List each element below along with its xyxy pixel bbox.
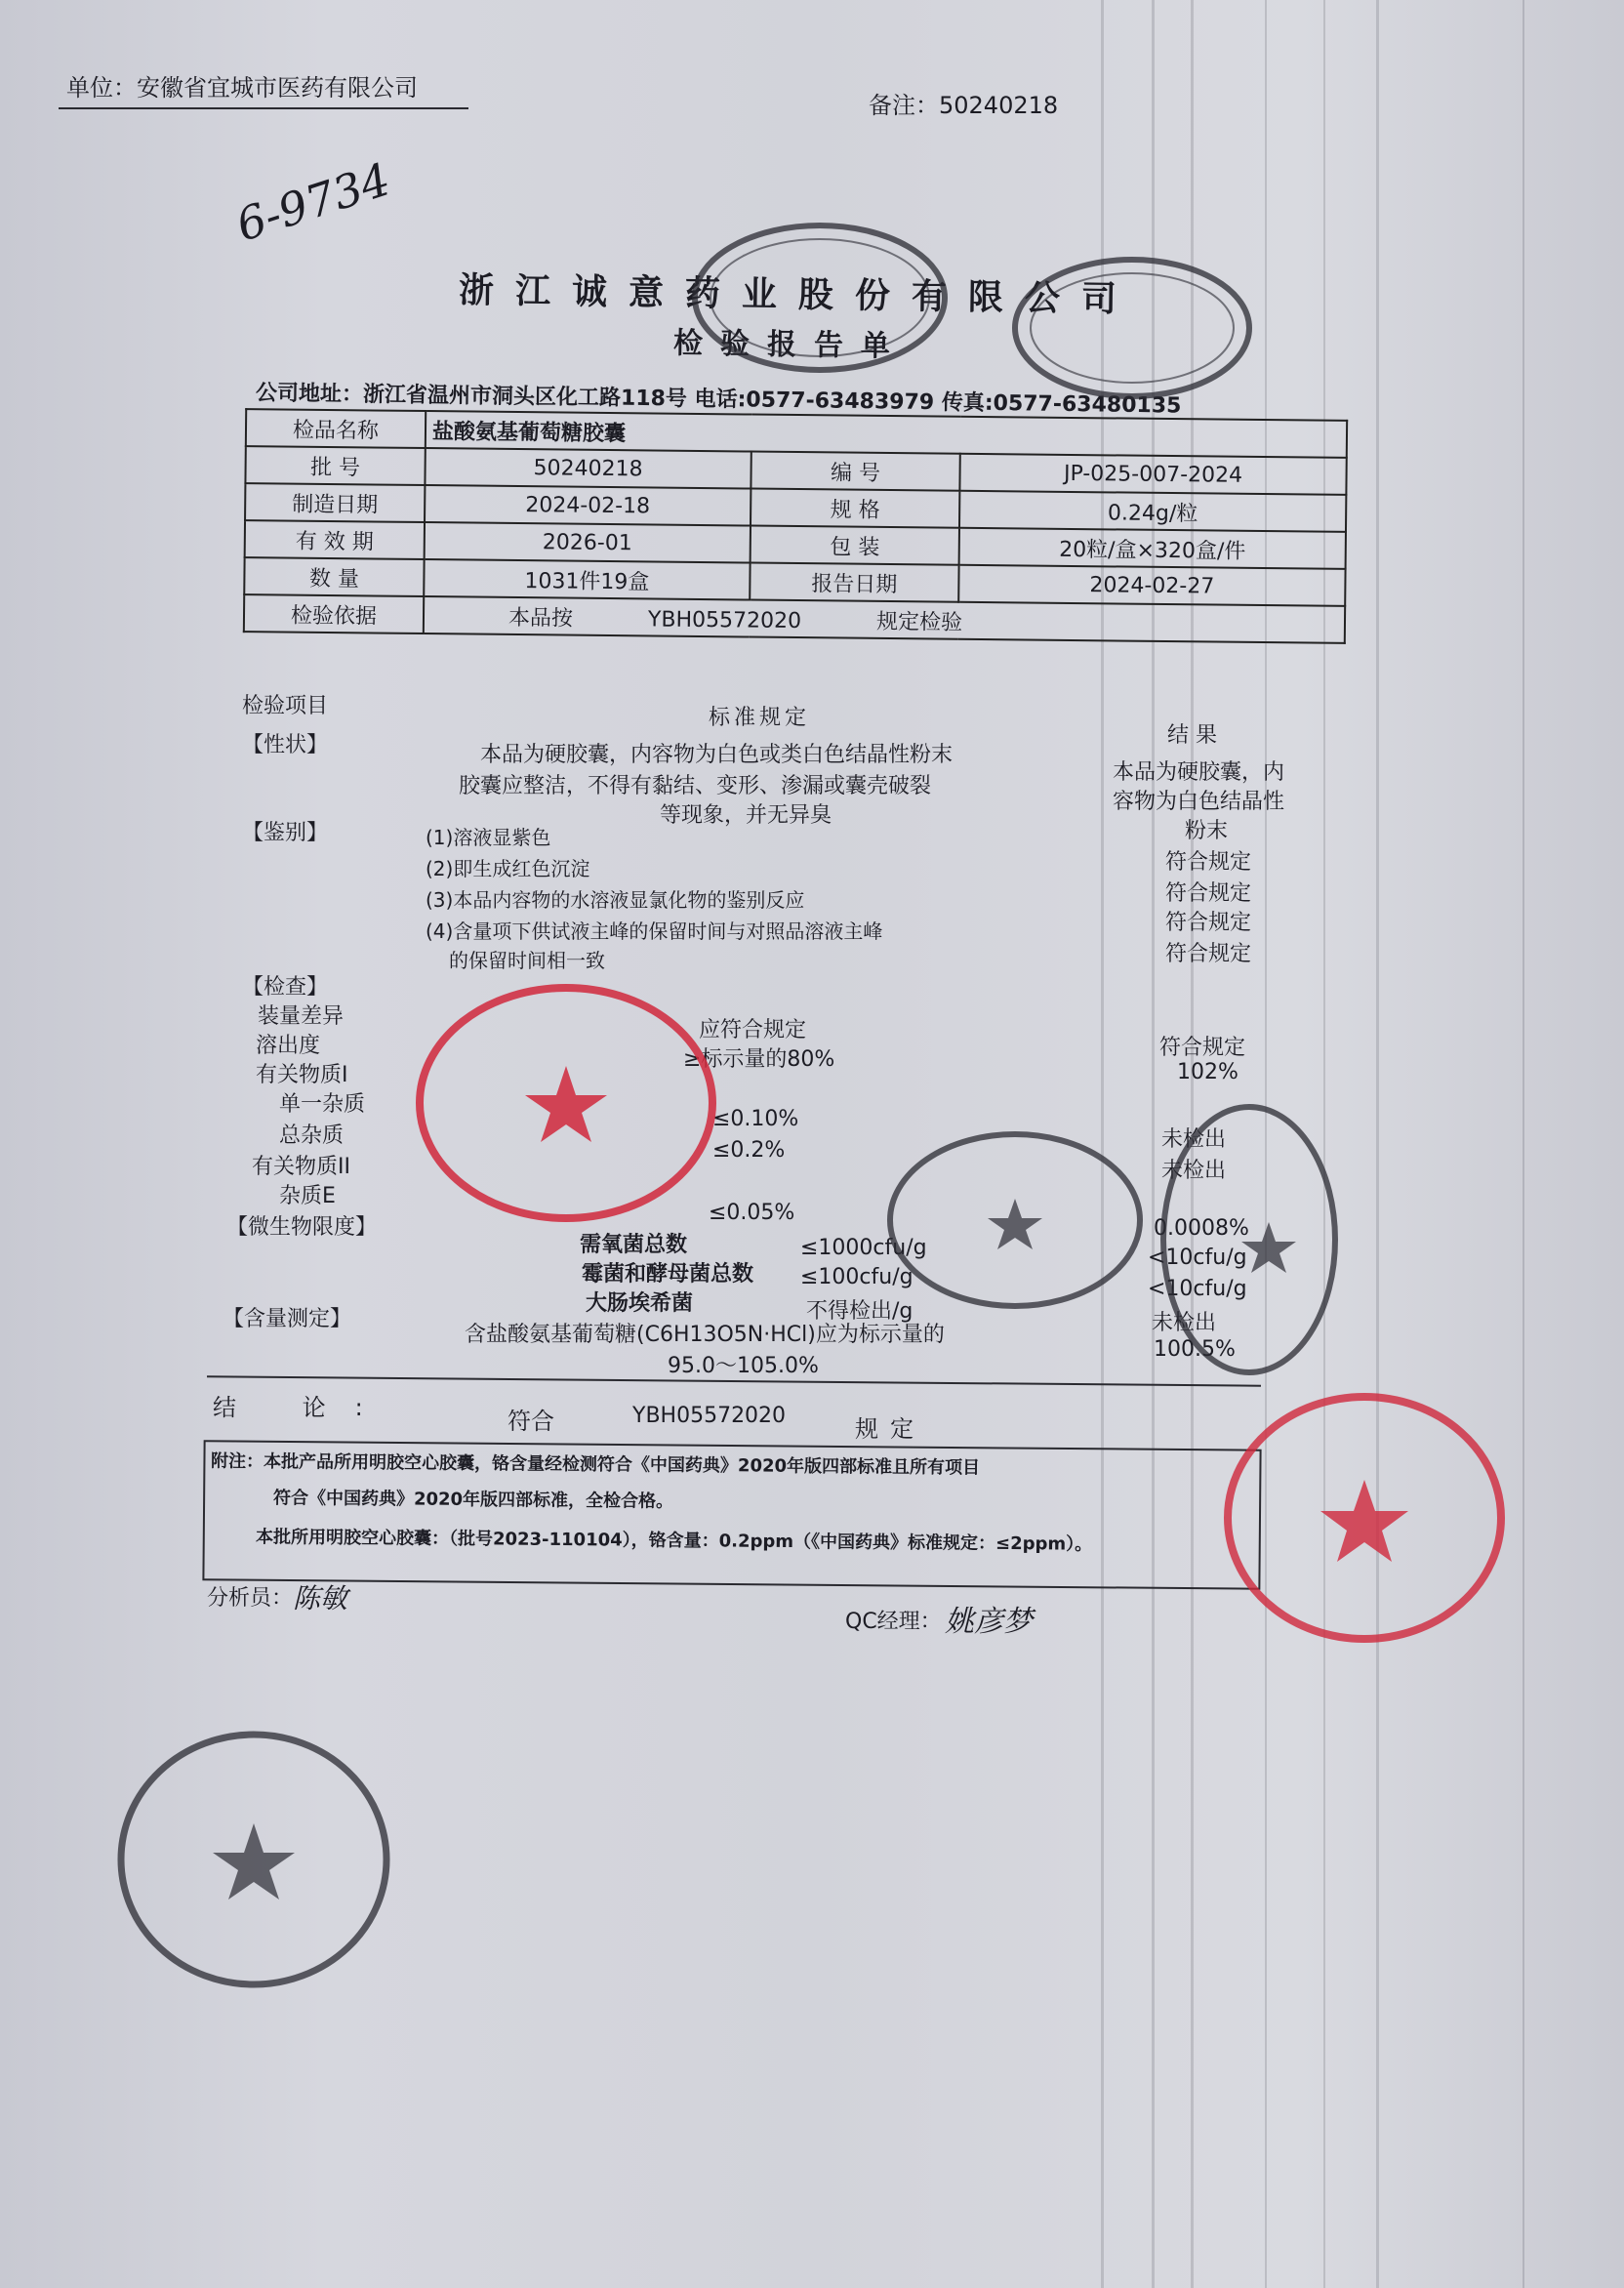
id-std-2: (2)即生成红色沉淀 — [426, 857, 590, 880]
test-std-2: ≥标示量的80% — [683, 1047, 835, 1072]
analyst-label: 分析员： — [207, 1586, 294, 1611]
micro-item-1: 需氧菌总数 — [580, 1233, 688, 1257]
report-date-label: 报告日期 — [750, 563, 958, 602]
col-result: 结 果 — [1167, 723, 1217, 748]
appearance-res-3: 粉末 — [1185, 819, 1229, 843]
product-name: 盐酸氨基葡萄糖胶囊 — [426, 411, 1347, 458]
assay-std-2: 95.0～105.0% — [668, 1354, 819, 1378]
test-res-1: 符合规定 — [1159, 1036, 1246, 1060]
id-std-3: (3)本品内容物的水溶液显氯化物的鉴别反应 — [426, 888, 805, 912]
conclusion-c: 规定 — [855, 1415, 925, 1443]
batch-value: 50240218 — [425, 448, 751, 488]
pack-label: 包 装 — [751, 526, 959, 565]
micro-std-3: 不得检出/g — [806, 1299, 914, 1324]
pack-value: 20粒/盒×320盒/件 — [959, 528, 1346, 569]
stamp-quality-management — [878, 1123, 1152, 1318]
basis-b: YBH05572020 — [647, 606, 802, 633]
appearance-std-2: 胶囊应整洁，不得有黏结、变形、渗漏或囊壳破裂 — [459, 774, 932, 798]
col-standard: 标准规定 — [709, 706, 811, 730]
test-item-7: 杂质E — [279, 1184, 336, 1208]
identification-label: 【鉴别】 — [242, 821, 329, 845]
id-res-1: 符合规定 — [1165, 850, 1252, 875]
note-line-2: 符合《中国药典》2020年版四部标准，全检合格。 — [272, 1488, 674, 1512]
stamp-jiangsu — [1218, 1386, 1511, 1650]
stamp-xiamen — [1152, 1093, 1347, 1386]
qc-label: QC经理： — [845, 1610, 942, 1634]
micro-item-2: 霉菌和酵母菌总数 — [582, 1262, 754, 1287]
test-item-2: 溶出度 — [256, 1034, 321, 1058]
spec-value: 0.24g/粒 — [959, 491, 1346, 532]
mfg-value: 2024-02-18 — [425, 485, 751, 525]
product-name-label: 检品名称 — [246, 409, 426, 448]
test-item-5: 总杂质 — [279, 1124, 345, 1148]
appearance-res-2: 容物为白色结晶性 — [1113, 790, 1285, 814]
test-item-1: 装量差异 — [258, 1004, 345, 1029]
address-line: 公司地址：浙江省温州市洞头区化工路118号 电话:0577-63483979 传真:0577-63480135 — [255, 381, 1182, 419]
test-std-5: ≤0.05% — [709, 1201, 795, 1225]
note-line-3: 本批所用明胶空心胶囊：（批号2023-110104），铬含量：0.2ppm（《中国药典》标准规定：≤2ppm）。 — [255, 1527, 1093, 1555]
info-table — [243, 408, 1348, 644]
batch-label: 批 号 — [245, 446, 425, 485]
test-res-5: 0.0008% — [1154, 1216, 1249, 1241]
assay-result: 100.5% — [1154, 1337, 1236, 1362]
qty-value: 1031件19盒 — [424, 559, 750, 599]
mfg-label: 制造日期 — [245, 483, 425, 522]
id-res-2: 符合规定 — [1165, 881, 1252, 906]
test-item-3: 有关物质I — [256, 1063, 348, 1087]
test-std-4: ≤0.2% — [712, 1138, 786, 1163]
unit-label: 单位：安徽省宜城市医药有限公司 — [66, 74, 418, 102]
id-std-5: 的保留时间相一致 — [449, 949, 605, 972]
appearance-label: 【性状】 — [242, 733, 329, 757]
stamp-bottom-anhui — [107, 1718, 400, 2001]
spec-label: 规 格 — [751, 489, 959, 528]
micro-std-2: ≤100cfu/g — [800, 1265, 914, 1289]
micro-std-1: ≤1000cfu/g — [800, 1236, 927, 1260]
qc-signature: 姚彦梦 — [945, 1605, 1033, 1639]
conclusion-label: 结 论: — [213, 1394, 392, 1421]
handwritten-number: 6-9734 — [229, 152, 397, 252]
basis-a: 本品按 — [508, 605, 574, 632]
report-date-value: 2024-02-27 — [958, 565, 1345, 606]
basis-c: 规定检验 — [875, 609, 963, 635]
test-res-4: 未检出 — [1161, 1159, 1227, 1183]
appearance-std-3: 等现象，并无异臭 — [660, 803, 832, 828]
col-item: 检验项目 — [242, 694, 329, 718]
tests-label: 【检查】 — [242, 975, 329, 1000]
report-title: 检验报告单 — [672, 326, 909, 364]
micro-res-3: 未检出 — [1152, 1311, 1217, 1335]
appearance-std-1: 本品为硬胶囊，内容物为白色或类白色结晶性粉末 — [480, 743, 954, 767]
micro-label: 【微生物限度】 — [226, 1215, 378, 1240]
test-std-3: ≤0.10% — [712, 1107, 799, 1131]
id-res-4: 符合规定 — [1165, 942, 1252, 966]
code-value: JP-025-007-2024 — [959, 454, 1346, 495]
conclusion-b: YBH05572020 — [632, 1404, 787, 1428]
assay-label: 【含量测定】 — [223, 1307, 352, 1331]
appearance-res-1: 本品为硬胶囊，内 — [1113, 760, 1285, 785]
test-res-3: 未检出 — [1161, 1127, 1227, 1152]
test-std-1: 应符合规定 — [699, 1018, 807, 1042]
stamp-anhui-report — [410, 976, 722, 1230]
id-std-4: (4)含量项下供试液主峰的保留时间与对照品溶液主峰 — [426, 919, 883, 943]
code-label: 编 号 — [751, 452, 959, 491]
micro-res-1: <10cfu/g — [1148, 1246, 1247, 1270]
company-title: 浙江诚意药业股份有限公司 — [458, 270, 1139, 320]
micro-res-2: <10cfu/g — [1148, 1277, 1247, 1301]
assay-std-1: 含盐酸氨基葡萄糖(C6H13O5N·HCl)应为标示量的 — [465, 1323, 945, 1347]
test-item-4: 单一杂质 — [279, 1092, 366, 1117]
expiry-label: 有 效 期 — [245, 520, 425, 559]
expiry-value: 2026-01 — [425, 522, 751, 562]
id-res-3: 符合规定 — [1165, 911, 1252, 935]
analyst-signature: 陈敏 — [293, 1582, 348, 1614]
id-std-1: (1)溶液显紫色 — [426, 826, 551, 849]
stamp-zhejiang-dept — [683, 215, 956, 381]
test-res-2: 102% — [1177, 1060, 1238, 1084]
micro-item-3: 大肠埃希菌 — [586, 1291, 694, 1316]
conclusion-a: 符合 — [508, 1408, 554, 1435]
note-line-1: 附注：本批产品所用明胶空心胶囊，铬含量经检测符合《中国药典》2020年版四部标准且所有项目 — [210, 1450, 981, 1479]
basis-label: 检验依据 — [244, 594, 424, 633]
qty-label: 数 量 — [244, 557, 424, 596]
stamp-zhejiang-inspect — [1005, 250, 1259, 406]
note-label: 备注：50240218 — [869, 92, 1059, 119]
test-item-6: 有关物质II — [252, 1155, 350, 1179]
